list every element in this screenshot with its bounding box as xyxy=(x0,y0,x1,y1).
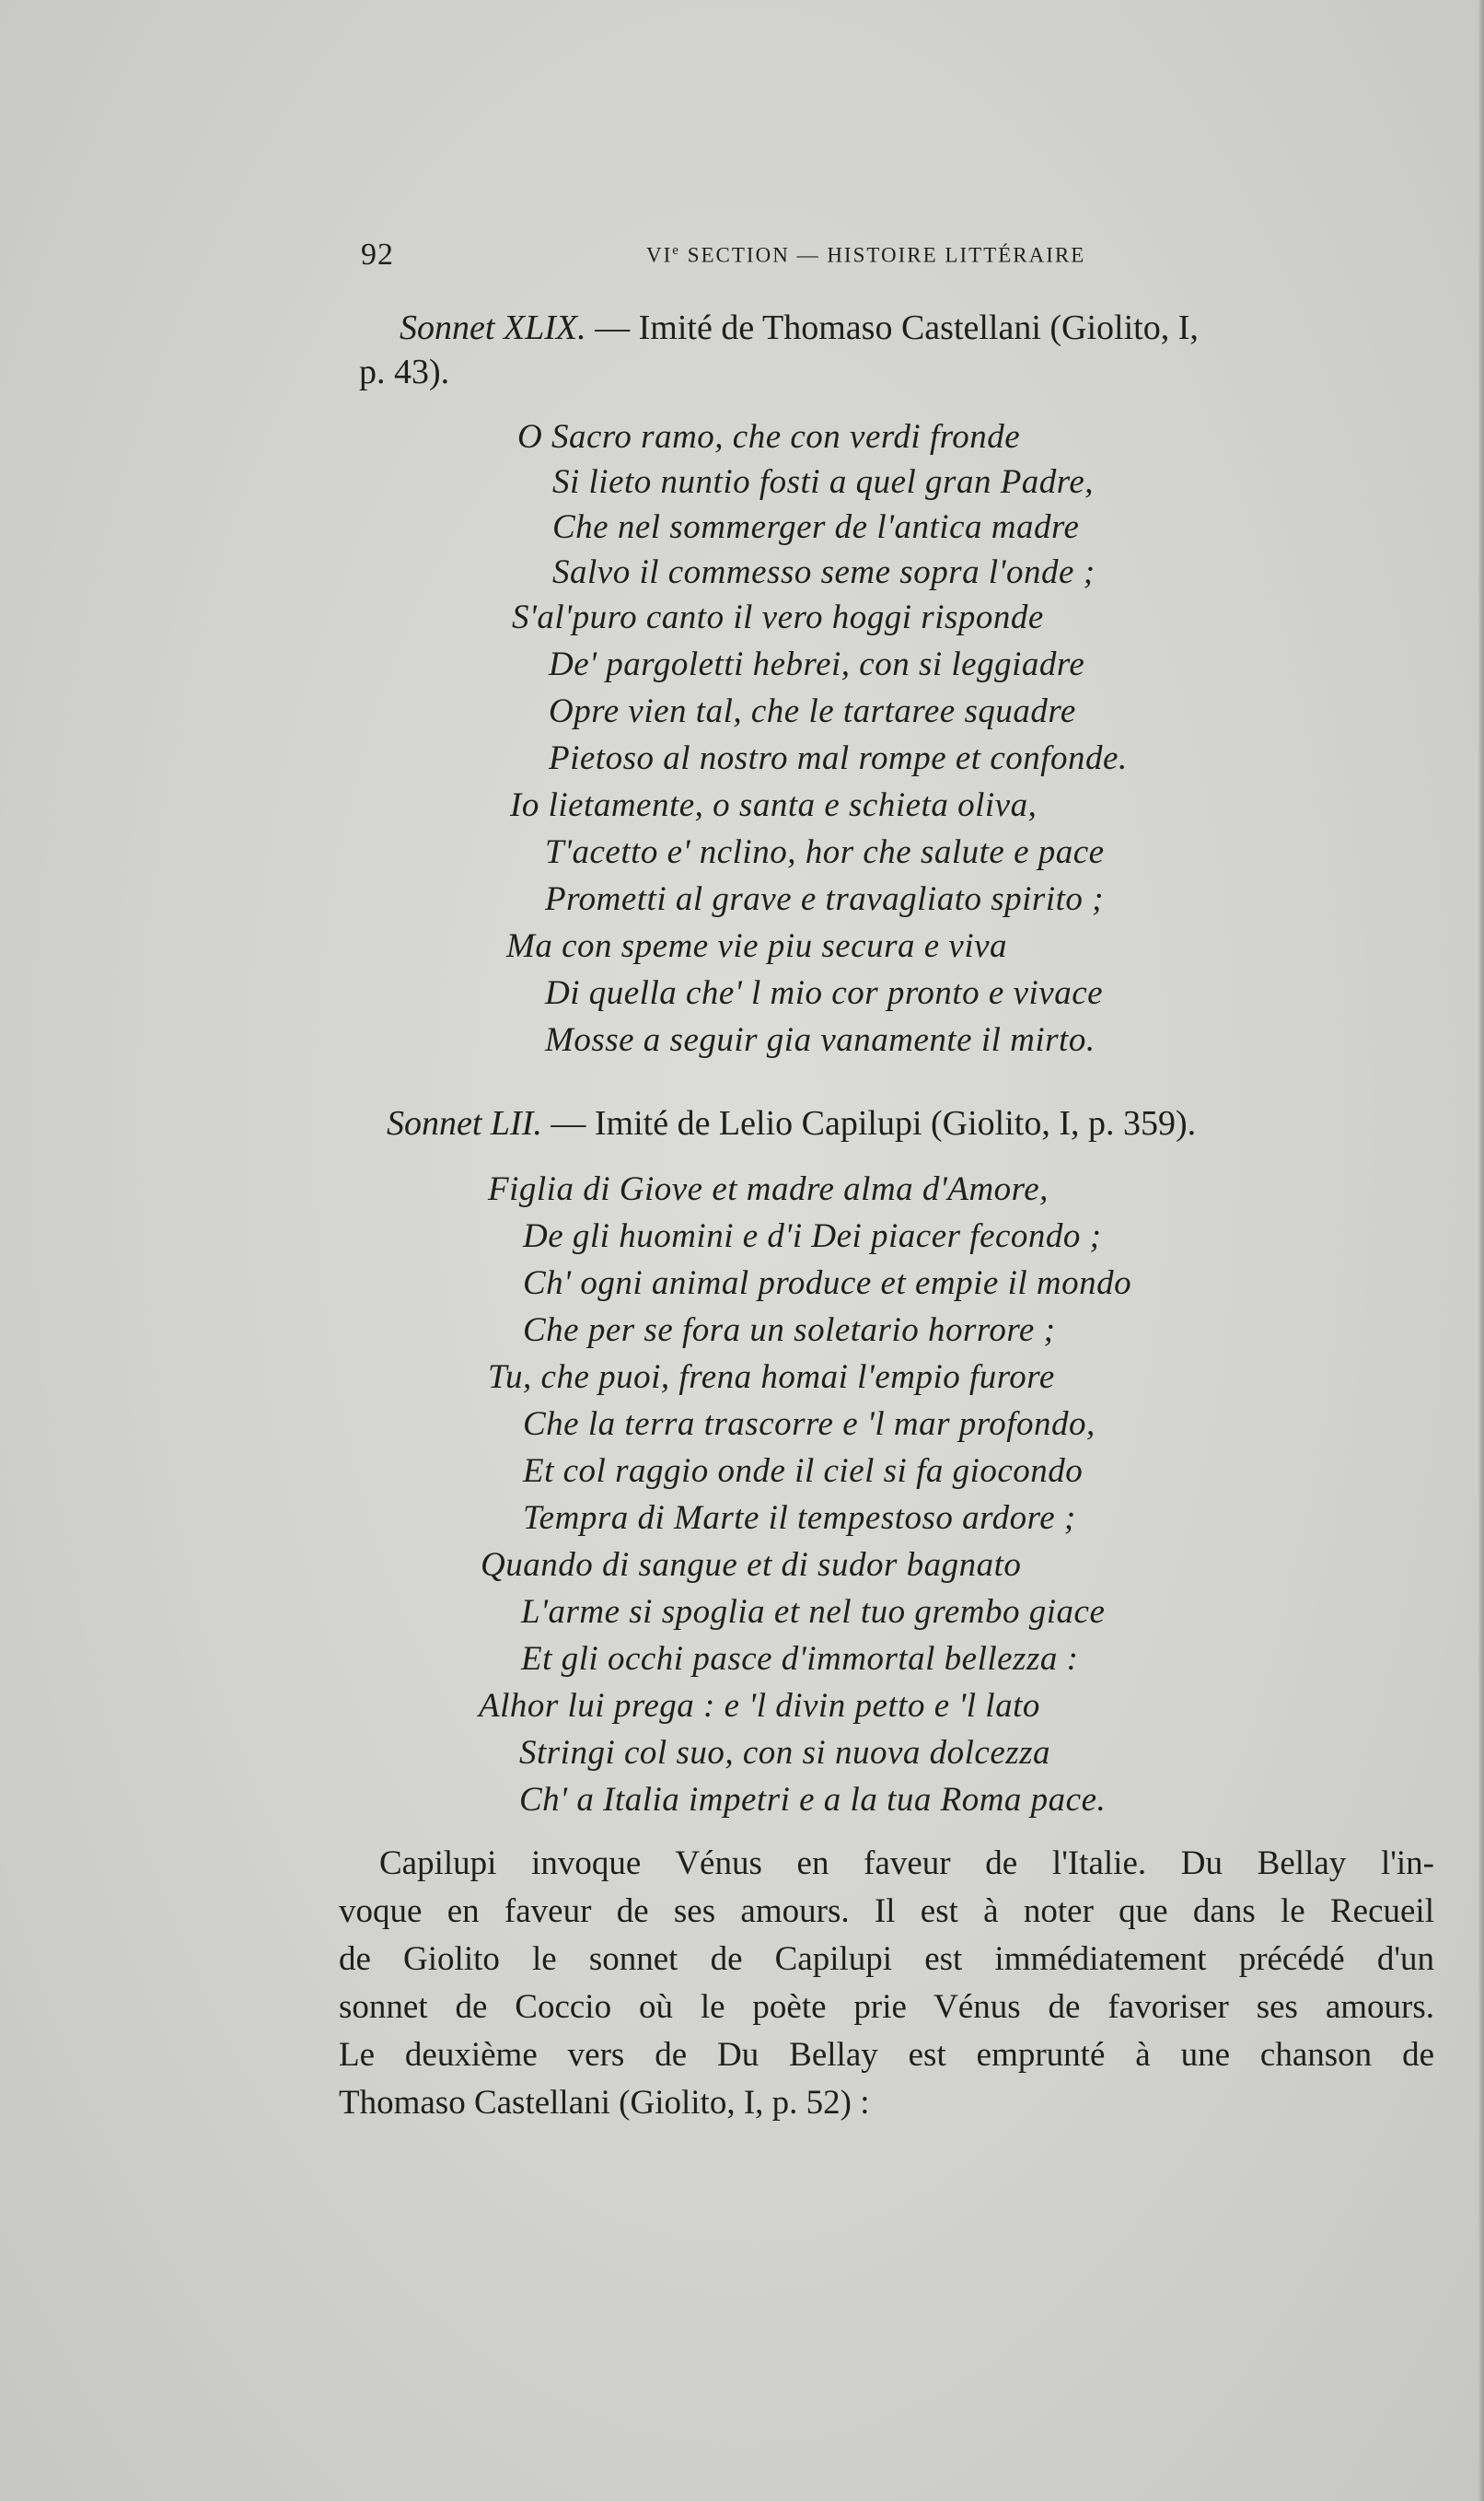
poem-line: Ma con speme vie piu secura e viva xyxy=(506,927,1008,965)
running-head xyxy=(361,238,1281,284)
section-superscript: e xyxy=(672,243,680,258)
poem-line: Che per se fora un soletario horrore ; xyxy=(523,1311,1056,1349)
poem-line: Quando di sangue et di sudor bagnato xyxy=(481,1546,1022,1584)
sonnet-49-source: — Imité de Thomaso Castellani (Giolito, I, xyxy=(585,308,1199,347)
poem-line: De gli huomini e d'i Dei piacer fecondo ; xyxy=(523,1217,1102,1255)
section-prefix: VI xyxy=(646,243,673,267)
poem-line: Et gli occhi pasce d'immortal bellezza : xyxy=(521,1640,1079,1678)
poem-line: Tempra di Marte il tempestoso ardore ; xyxy=(523,1499,1076,1537)
poem-line: Ch' ogni animal produce et empie il mondo xyxy=(523,1264,1132,1302)
page-number: 92 xyxy=(361,238,394,272)
paragraph-line: Capilupi invoque Vénus en faveur de l'Italie. Du Bellay l'in- xyxy=(379,1844,1434,1882)
poem-line: Che nel sommerger de l'antica madre xyxy=(552,508,1080,546)
poem-line: Tu, che puoi, frena homai l'empio furore xyxy=(488,1358,1055,1396)
sonnet-52-label: Sonnet LII. xyxy=(387,1104,542,1143)
poem-line: T'acetto e' nclino, hor che salute e pace xyxy=(545,833,1105,871)
paragraph-line: Thomaso Castellani (Giolito, I, p. 52) : xyxy=(339,2084,870,2122)
poem-line: Salvo il commesso seme sopra l'onde ; xyxy=(552,553,1096,591)
sonnet-52-source: — Imité de Lelio Capilupi (Giolito, I, p. 359). xyxy=(541,1104,1197,1143)
sonnet-49-label: Sonnet XLIX. xyxy=(400,308,586,347)
poem-line: Che la terra trascorre e 'l mar profondo, xyxy=(523,1405,1096,1443)
poem-line: Si lieto nuntio fosti a quel gran Padre, xyxy=(552,463,1094,501)
sonnet-52-heading xyxy=(387,1099,1196,1147)
paragraph-line: de Giolito le sonnet de Capilupi est immédiatement précédé d'un xyxy=(339,1940,1434,1978)
poem-line: Figlia di Giove et madre alma d'Amore, xyxy=(488,1170,1049,1208)
poem-line: Pietoso al nostro mal rompe et confonde. xyxy=(549,739,1128,777)
page-edge xyxy=(1478,0,1484,2501)
poem-line: De' pargoletti hebrei, con si leggiadre xyxy=(549,646,1085,683)
poem-line: Opre vien tal, che le tartaree squadre xyxy=(549,692,1076,730)
poem-line: S'al'puro canto il vero hoggi risponde xyxy=(512,599,1044,636)
section-title xyxy=(646,243,1085,268)
poem-line: Prometti al grave e travagliato spirito ; xyxy=(545,880,1104,918)
poem-line: Alhor lui prega : e 'l divin petto e 'l lato xyxy=(479,1687,1040,1725)
paragraph-line: Le deuxième vers de Du Bellay est emprunté à une chanson de xyxy=(339,2036,1434,2074)
poem-line: Ch' a Italia impetri e a la tua Roma pace. xyxy=(519,1781,1107,1819)
paragraph-line: sonnet de Coccio où le poète prie Vénus de favoriser ses amours. xyxy=(339,1988,1434,2026)
sonnet-49-heading xyxy=(400,304,1199,352)
poem-line: O Sacro ramo, che con verdi fronde xyxy=(517,418,1021,456)
section-rest: SECTION — HISTOIRE LITTÉRAIRE xyxy=(679,243,1086,267)
poem-line: L'arme si spoglia et nel tuo grembo giace xyxy=(521,1593,1106,1631)
poem-line: Mosse a seguir gia vanamente il mirto. xyxy=(545,1021,1096,1059)
poem-line: Et col raggio onde il ciel si fa giocondo xyxy=(523,1452,1084,1490)
paragraph-line: voque en faveur de ses amours. Il est à noter que dans le Recueil xyxy=(339,1892,1434,1930)
poem-line: Io lietamente, o santa e schieta oliva, xyxy=(510,786,1038,824)
sonnet-49-source-continuation: p. 43). xyxy=(359,353,450,391)
poem-line: Di quella che' l mio cor pronto e vivace xyxy=(545,974,1104,1012)
poem-line: Stringi col suo, con si nuova dolcezza xyxy=(519,1734,1051,1772)
